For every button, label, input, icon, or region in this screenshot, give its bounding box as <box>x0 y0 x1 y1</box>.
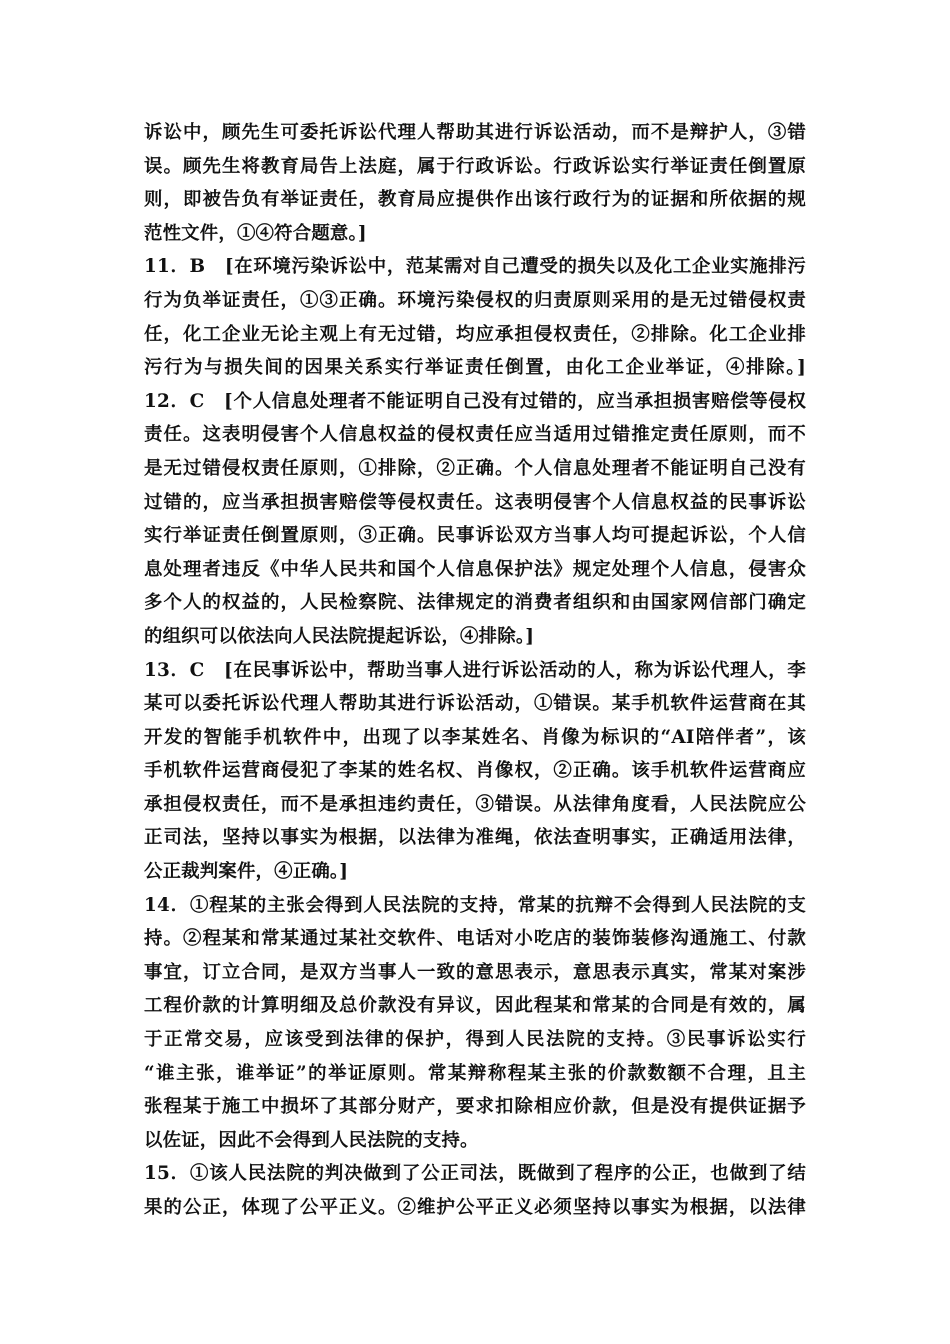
answer-paragraph-14 <box>144 889 806 1158</box>
text-line: 误。顾先生将教育局告上法庭，属于行政诉讼。行政诉讼实行举证责任倒置原 <box>144 155 806 177</box>
text-line: 污行为与损失间的因果关系实行举证责任倒置，由化工企业举证，④排除。] <box>144 357 806 379</box>
text-line: “谁主张，谁举证”的举证原则。常某辩称程某主张的价款数额不合理，且主 <box>144 1062 806 1084</box>
text-line: 张程某于施工中损坏了其部分财产，要求扣除相应价款，但是没有提供证据予 <box>144 1096 806 1118</box>
answer-paragraph-continued <box>144 116 806 250</box>
text-line: 多个人的权益的，人民检察院、法律规定的消费者组织和由国家网信部门确定 <box>144 592 806 614</box>
text-line: 12．C [个人信息处理者不能证明自己没有过错的，应当承担损害赔偿等侵权 <box>144 390 806 412</box>
text-line: 果的公正，体现了公平正义。②维护公平正义必须坚持以事实为根据，以法律 <box>144 1197 806 1218</box>
text-line: 责任。这表明侵害个人信息权益的侵权责任应当适用过错推定责任原则，而不 <box>144 424 806 446</box>
text-line: 事宜，订立合同，是双方当事人一致的意思表示，意思表示真实，常某对案涉 <box>144 961 806 983</box>
text-line: 息处理者违反《中华人民共和国个人信息保护法》规定处理个人信息，侵害众 <box>144 558 806 580</box>
text-line: 任，化工企业无论主观上有无过错，均应承担侵权责任，②排除。化工企业排 <box>144 323 806 345</box>
text-line: 以佐证，因此不会得到人民法院的支持。 <box>144 1129 479 1151</box>
text-line: 持。②程某和常某通过某社交软件、电话对小吃店的装饰装修沟通施工、付款 <box>144 928 806 950</box>
text-line: 的组织可以依法向人民法院提起诉讼，④排除。] <box>144 625 535 647</box>
text-line: 某可以委托诉讼代理人帮助其进行诉讼活动，①错误。某手机软件运营商在其 <box>144 693 806 715</box>
text-line: 手机软件运营商侵犯了李某的姓名权、肖像权，②正确。该手机软件运营商应 <box>144 760 806 782</box>
text-line: 15．①该人民法院的判决做到了公正司法，既做到了程序的公正，也做到了结 <box>144 1163 806 1185</box>
text-line: 14．①程某的主张会得到人民法院的支持，常某的抗辩不会得到人民法院的支 <box>144 894 806 916</box>
text-line: 工程价款的计算明细及总价款没有异议，因此程某和常某的合同是有效的，属 <box>144 995 806 1017</box>
text-line: 是无过错侵权责任原则，①排除，②正确。个人信息处理者不能证明自己没有 <box>144 457 806 479</box>
text-line: 公正裁判案件，④正确。] <box>144 861 349 883</box>
text-line: 实行举证责任倒置原则，③正确。民事诉讼双方当事人均可提起诉讼，个人信 <box>144 525 806 547</box>
text-line: 行为负举证责任，①③正确。环境污染侵权的归责原则采用的是无过错侵权责 <box>144 289 806 311</box>
answer-document <box>144 116 806 1225</box>
text-line: 开发的智能手机软件中，出现了以李某姓名、肖像为标识的“AI陪伴者”，该 <box>144 726 806 748</box>
text-line: 过错的，应当承担损害赔偿等侵权责任。这表明侵害个人信息权益的民事诉讼 <box>144 491 806 513</box>
text-line: 正司法，坚持以事实为根据，以法律为准绳，依法查明事实，正确适用法律， <box>144 827 806 849</box>
text-line: 承担侵权责任，而不是承担违约责任，③错误。从法律角度看，人民法院应公 <box>144 793 806 815</box>
answer-paragraph-15 <box>144 1157 806 1224</box>
text-line: 则，即被告负有举证责任，教育局应提供作出该行政行为的证据和所依据的规 <box>144 189 806 211</box>
text-line: 11．B [在环境污染诉讼中，范某需对自己遭受的损失以及化工企业实施排污 <box>144 256 806 278</box>
answer-paragraph-12 <box>144 385 806 654</box>
answer-paragraph-11 <box>144 250 806 384</box>
text-line: 范性文件，①④符合题意。] <box>144 222 367 244</box>
text-line: 13．C [在民事诉讼中，帮助当事人进行诉讼活动的人，称为诉讼代理人，李 <box>144 659 806 681</box>
text-line: 于正常交易，应该受到法律的保护，得到人民法院的支持。③民事诉讼实行 <box>144 1029 806 1051</box>
text-line: 诉讼中，顾先生可委托诉讼代理人帮助其进行诉讼活动，而不是辩护人，③错 <box>144 122 806 143</box>
answer-paragraph-13 <box>144 654 806 889</box>
